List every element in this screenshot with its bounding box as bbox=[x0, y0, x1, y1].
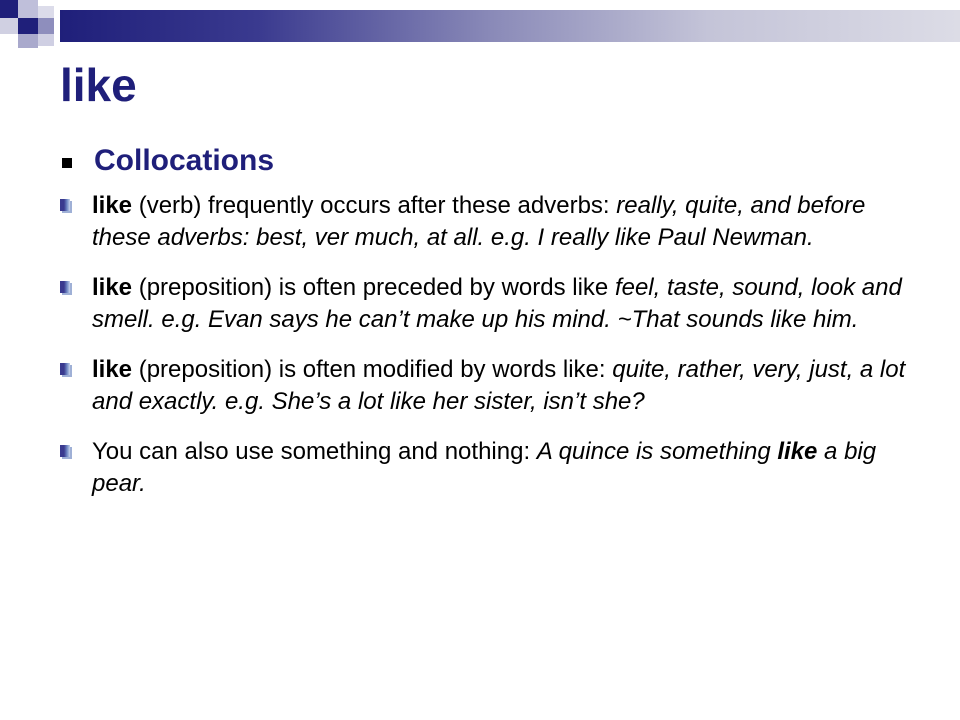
item-example: quite, rather, very, just, a lot and exactly. e.g. She’s a lot like her sister, isn’t she? bbox=[92, 356, 906, 415]
list-item bbox=[60, 436, 920, 500]
bullet-icon bbox=[60, 199, 70, 211]
bullet-list bbox=[60, 190, 920, 518]
decor-square bbox=[0, 18, 18, 34]
item-text: (preposition) is often modified by words like: bbox=[132, 356, 613, 383]
decor-square bbox=[38, 34, 54, 46]
keyword: like bbox=[92, 192, 133, 219]
item-text: (preposition) is often preceded by words like bbox=[132, 274, 615, 301]
decor-square bbox=[18, 34, 38, 48]
item-example: feel, taste, sound, look and smell. e.g. Evan says he can’t make up his mind. ~That sounds like him. bbox=[92, 274, 902, 333]
list-item bbox=[60, 354, 920, 418]
decor-square bbox=[38, 18, 54, 34]
item-text: (verb) frequently occurs after these adverbs: bbox=[132, 192, 617, 219]
list-item bbox=[60, 190, 920, 254]
bullet-icon bbox=[60, 445, 70, 457]
decor-square bbox=[18, 18, 38, 34]
keyword: like bbox=[777, 438, 818, 465]
item-example: really, quite, and before these adverbs: best, ver much, at all. e.g. I really like Paul Newman. bbox=[92, 192, 866, 251]
bullet-icon bbox=[60, 363, 70, 375]
keyword: like bbox=[92, 356, 133, 383]
item-example: a big pear. bbox=[92, 438, 877, 497]
decor-square bbox=[38, 6, 54, 18]
slide-title: like bbox=[60, 59, 137, 111]
section-heading: Collocations bbox=[94, 144, 275, 177]
bullet-icon bbox=[60, 281, 70, 293]
decor-square bbox=[0, 0, 18, 18]
header-gradient-bar bbox=[60, 10, 960, 42]
item-example: A quince is something bbox=[536, 438, 778, 465]
decor-square bbox=[18, 0, 38, 18]
list-item bbox=[60, 272, 920, 336]
square-bullet-icon bbox=[62, 158, 72, 168]
keyword: like bbox=[92, 274, 133, 301]
item-text: You can also use something and nothing: bbox=[92, 438, 537, 465]
